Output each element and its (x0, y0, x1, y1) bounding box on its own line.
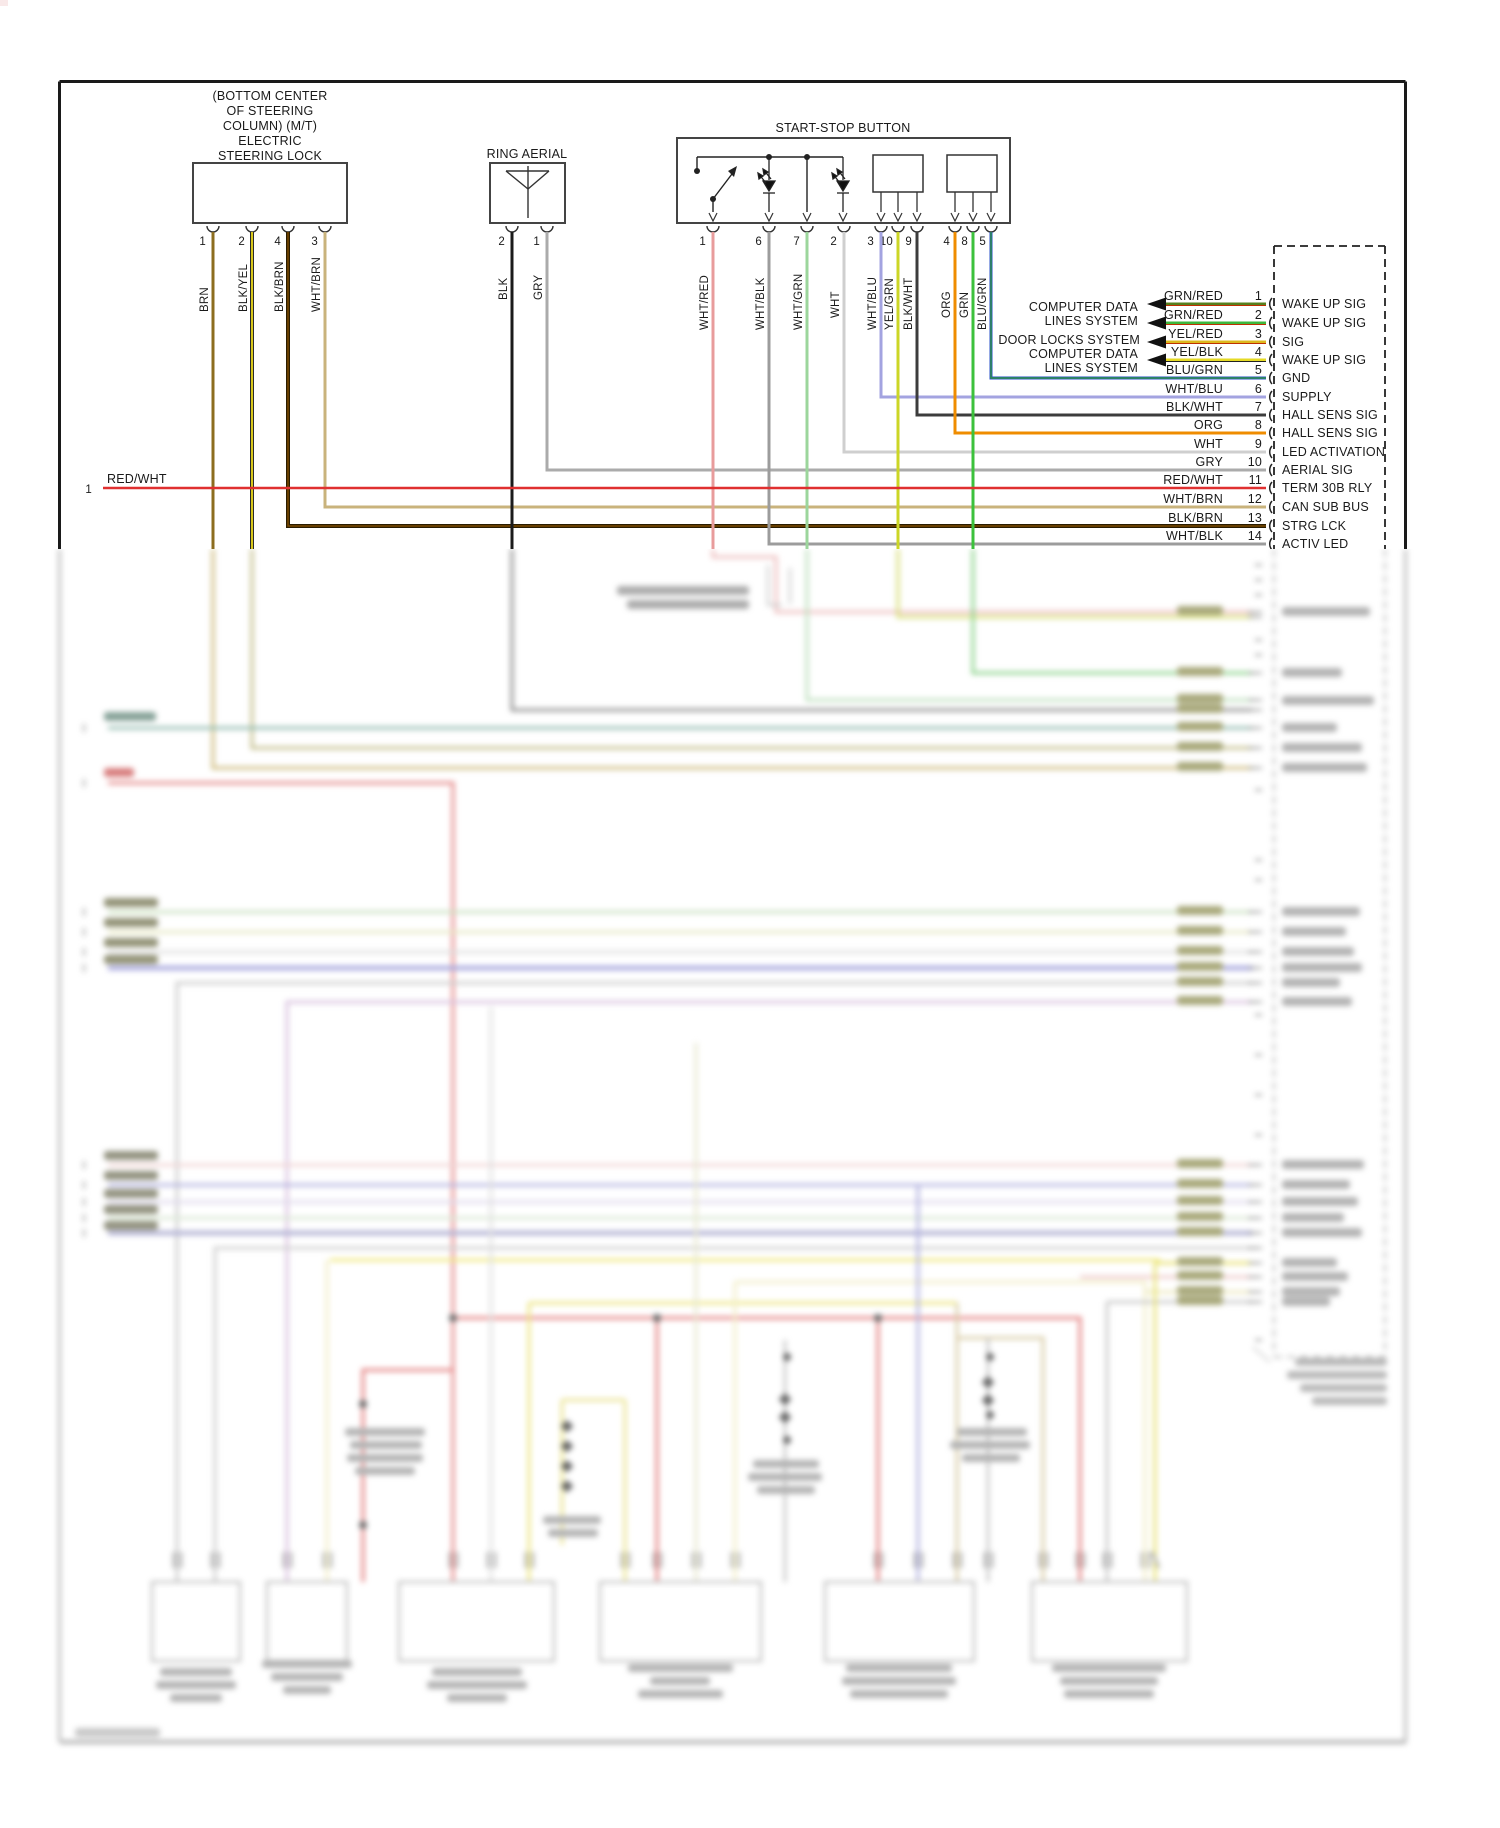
start-stop-title: START-STOP BUTTON (775, 121, 911, 135)
svg-text:12: 12 (1247, 492, 1262, 506)
svg-text:WAKE UP SIG: WAKE UP SIG (1282, 316, 1367, 330)
start-stop-pin-cups (707, 226, 997, 232)
svg-text:BLK/WHT: BLK/WHT (1166, 400, 1223, 414)
ring-aerial-pin-cups (506, 226, 553, 232)
pin-number: 10 (879, 236, 893, 248)
svg-text:YEL/BLK: YEL/BLK (1170, 345, 1223, 359)
switch-contacts (694, 154, 810, 202)
svg-text:1: 1 (1254, 289, 1262, 303)
svg-text:WHT/BLK: WHT/BLK (1166, 529, 1223, 543)
svg-text:HALL SENS SIG: HALL SENS SIG (1282, 426, 1378, 440)
wire-label: WHT/RED (699, 274, 711, 330)
svg-text:DOOR LOCKS SYSTEM: DOOR LOCKS SYSTEM (998, 333, 1140, 347)
svg-text:4: 4 (1254, 345, 1262, 359)
corner-artifact (0, 0, 8, 6)
svg-text:HALL SENS SIG: HALL SENS SIG (1282, 408, 1378, 422)
svg-text:LINES SYSTEM: LINES SYSTEM (1044, 314, 1138, 328)
wire-label: WHT/BLK (755, 277, 767, 330)
wire-label: BLK/BRN (274, 261, 286, 312)
left-feed-pin: 1 (85, 484, 92, 496)
wire-label: GRN (959, 291, 971, 318)
wire-label: BLU/GRN (977, 277, 989, 330)
wire-label: BLK/YEL (238, 263, 250, 312)
svg-text:COMPUTER DATA: COMPUTER DATA (1028, 347, 1138, 361)
svg-text:STRG LCK: STRG LCK (1282, 519, 1347, 533)
pin-number: 6 (755, 236, 762, 248)
wire-label: GRY (533, 274, 545, 300)
antenna-icon (506, 166, 549, 218)
wire-label: ORG (941, 291, 953, 318)
left-feed-wire-label: RED/WHT (107, 472, 167, 486)
hall-sensor-leads (881, 192, 991, 212)
steering-lock-box (193, 163, 347, 223)
svg-text:ELECTRIC: ELECTRIC (238, 134, 302, 148)
svg-text:GND: GND (1282, 371, 1311, 385)
svg-text:YEL/RED: YEL/RED (1168, 327, 1223, 341)
led-symbol-1 (758, 157, 775, 212)
pin-number: 2 (498, 236, 505, 248)
pin-number: 9 (905, 236, 912, 248)
pin-number: 3 (311, 236, 318, 248)
svg-text:13: 13 (1247, 511, 1262, 525)
svg-text:5: 5 (1254, 363, 1262, 377)
svg-text:GRN/RED: GRN/RED (1163, 289, 1223, 303)
pin-number: 1 (199, 236, 206, 248)
ring-aerial (487, 147, 568, 300)
svg-text:14: 14 (1247, 529, 1262, 543)
wire-label: WHT/GRN (793, 273, 805, 330)
svg-text:STEERING LOCK: STEERING LOCK (217, 149, 323, 163)
pin-number: 3 (867, 236, 874, 248)
pin-arrows (709, 213, 995, 221)
svg-text:AERIAL SIG: AERIAL SIG (1282, 463, 1354, 477)
svg-text:GRY: GRY (1195, 455, 1223, 469)
svg-text:COLUMN) (M/T): COLUMN) (M/T) (222, 119, 318, 133)
wire-label: BLK/WHT (903, 277, 915, 330)
svg-text:6: 6 (1254, 382, 1262, 396)
svg-text:SIG: SIG (1282, 335, 1305, 349)
svg-text:COMPUTER DATA: COMPUTER DATA (1028, 300, 1138, 314)
svg-text:SUPPLY: SUPPLY (1282, 390, 1332, 404)
hall-sensor-2 (947, 155, 997, 192)
svg-text:BLU/GRN: BLU/GRN (1166, 363, 1223, 377)
svg-text:LED ACTIVATION: LED ACTIVATION (1282, 445, 1386, 459)
svg-text:LINES SYSTEM: LINES SYSTEM (1044, 361, 1138, 375)
svg-text:WHT/BRN: WHT/BRN (1163, 492, 1223, 506)
svg-text:GRN/RED: GRN/RED (1163, 308, 1223, 322)
wire-label: BRN (199, 287, 211, 312)
svg-text:OF STEERING: OF STEERING (226, 104, 314, 118)
steering-lock-title: (BOTTOM CENTER (212, 89, 328, 103)
wire-label: WHT (830, 291, 842, 318)
svg-text:11: 11 (1248, 473, 1262, 487)
svg-text:9: 9 (1254, 437, 1262, 451)
led-symbol-2 (832, 157, 849, 212)
pin-number: 4 (943, 236, 950, 248)
blurred-region (0, 549, 1500, 1828)
pin-number: 4 (274, 236, 281, 248)
wire-label: YEL/GRN (884, 278, 896, 330)
svg-text:3: 3 (1254, 327, 1262, 341)
svg-text:TERM 30B RLY: TERM 30B RLY (1282, 481, 1373, 495)
svg-text:WAKE UP SIG: WAKE UP SIG (1282, 353, 1367, 367)
pin-number: 2 (830, 236, 837, 248)
svg-text:CAN SUB BUS: CAN SUB BUS (1282, 500, 1369, 514)
svg-text:BLK/BRN: BLK/BRN (1168, 511, 1223, 525)
ring-aerial-title: RING AERIAL (486, 147, 568, 161)
steering-lock-pin-cups (207, 226, 331, 232)
svg-text:WHT/BLU: WHT/BLU (1165, 382, 1223, 396)
svg-text:7: 7 (1254, 400, 1262, 414)
pin-socket-icons (1270, 298, 1272, 549)
svg-text:ACTIV LED: ACTIV LED (1282, 537, 1349, 549)
wire-label: WHT/BRN (311, 256, 323, 312)
hall-sensor-1 (873, 155, 923, 192)
svg-text:WAKE UP SIG: WAKE UP SIG (1282, 297, 1367, 311)
system-links (998, 298, 1166, 376)
pin-number: 7 (793, 236, 800, 248)
pin-number: 5 (979, 236, 986, 248)
pin-number: 8 (961, 236, 968, 248)
svg-text:ORG: ORG (1193, 418, 1223, 432)
pin-number: 1 (533, 236, 540, 248)
svg-text:10: 10 (1247, 455, 1262, 469)
wire-label: WHT/BLU (867, 276, 879, 330)
svg-text:8: 8 (1254, 418, 1262, 432)
svg-text:RED/WHT: RED/WHT (1163, 473, 1223, 487)
wire-label: BLK (498, 277, 510, 300)
pin-number: 2 (238, 236, 245, 248)
diagram-sharp-section (0, 0, 1500, 549)
pin-number: 1 (699, 236, 706, 248)
svg-text:2: 2 (1254, 308, 1262, 322)
svg-text:WHT: WHT (1193, 437, 1223, 451)
